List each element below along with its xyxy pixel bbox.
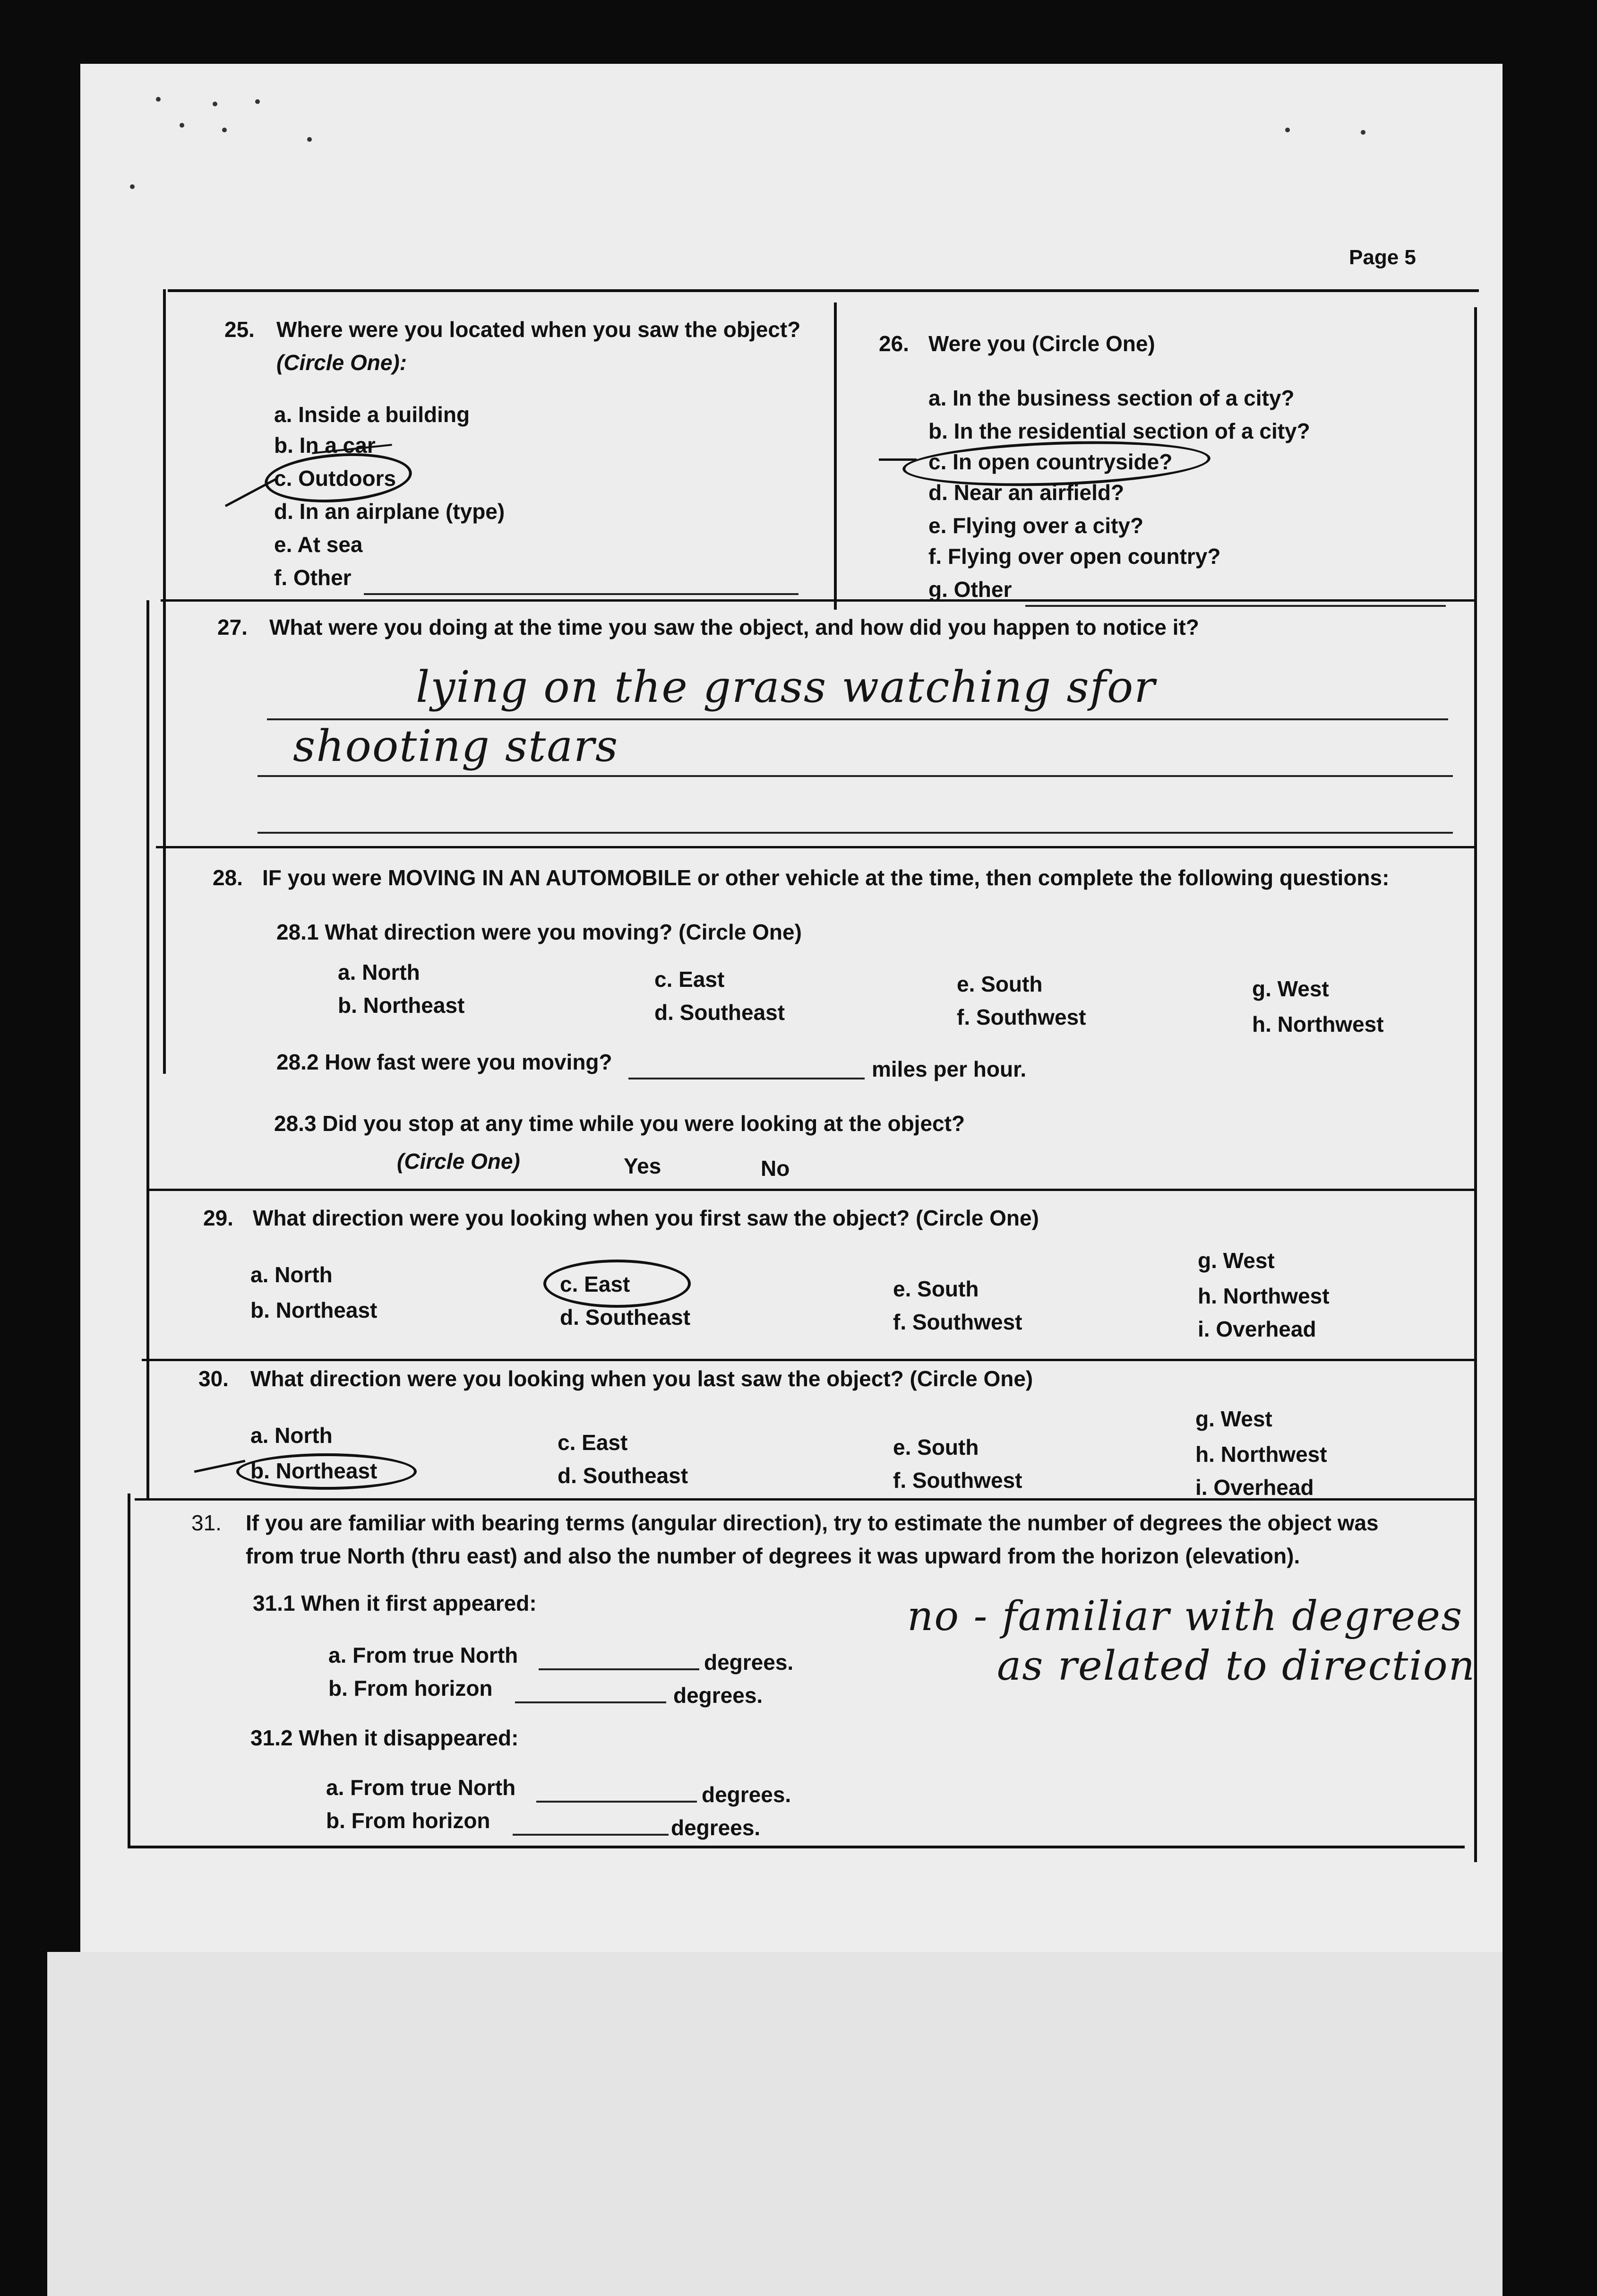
q27-handwritten-answer-2: shooting stars	[293, 721, 619, 771]
q28-1-option-c: c. East	[654, 967, 725, 992]
q30-question: What direction were you looking when you last saw the object? (Circle One)	[250, 1366, 1033, 1391]
q30-option-d: d. Southeast	[558, 1463, 688, 1488]
frame-top	[168, 289, 1479, 292]
speckle	[156, 97, 161, 102]
q30-option-f: f. Southwest	[893, 1468, 1022, 1493]
q25-option-c: c. Outdoors	[274, 466, 396, 491]
q27-line-2	[258, 775, 1453, 777]
divider-q25-q26	[834, 302, 837, 610]
q29-option-h: h. Northwest	[1198, 1284, 1330, 1308]
q31-2-horizon-label: b. From horizon	[326, 1808, 490, 1833]
q26-circle-tail	[879, 458, 917, 461]
q31-1-horizon-degrees: degrees.	[673, 1683, 763, 1708]
q27-line-3	[258, 832, 1453, 834]
q31-2-north-line	[536, 1801, 697, 1803]
q28-2-suffix: miles per hour.	[872, 1057, 1027, 1081]
q28-1-label: 28.1 What direction were you moving? (Circle One)	[276, 920, 802, 944]
q28-1-option-g: g. West	[1252, 976, 1329, 1001]
q28-3-label: 28.3 Did you stop at any time while you were looking at the object?	[274, 1111, 965, 1136]
frame-right	[1474, 307, 1477, 1862]
background-sheet	[47, 1952, 1503, 2296]
q31-2-north-degrees: degrees.	[702, 1782, 791, 1807]
q31-2-horizon-degrees: degrees.	[671, 1815, 761, 1840]
q25-option-e: e. At sea	[274, 532, 363, 557]
q27-question: What were you doing at the time you saw the object, and how did you happen to notice it?	[269, 615, 1199, 639]
speckle	[222, 128, 227, 132]
page-number: Page 5	[1349, 246, 1416, 269]
q31-number: 31.	[191, 1511, 222, 1535]
q29-number: 29.	[203, 1206, 233, 1230]
separator-28	[156, 846, 1474, 848]
q29-option-f: f. Southwest	[893, 1310, 1022, 1334]
q31-text-1: If you are familiar with bearing terms (angular direction), try to estimate the number of degrees the object was	[246, 1511, 1379, 1535]
q31-1-north-degrees: degrees.	[704, 1650, 794, 1675]
q27-handwritten-answer-1: lying on the grass watching sfor	[416, 662, 1156, 712]
q25-instruction: (Circle One):	[276, 350, 407, 375]
q26-option-b: b. In the residential section of a city?	[928, 419, 1310, 443]
speckle	[1285, 128, 1290, 132]
q26-option-d: d. Near an airfield?	[928, 480, 1125, 505]
q31-1-label: 31.1 When it first appeared:	[253, 1591, 537, 1615]
q31-1-horizon-label: b. From horizon	[328, 1676, 493, 1700]
frame-bottom	[128, 1846, 1465, 1848]
q30-number: 30.	[198, 1366, 229, 1391]
q26-number: 26.	[879, 331, 909, 356]
q28-1-option-e: e. South	[957, 972, 1043, 996]
speckle	[130, 184, 135, 189]
q31-1-north-label: a. From true North	[328, 1643, 518, 1667]
speckle	[1361, 130, 1365, 135]
q30-option-h: h. Northwest	[1195, 1442, 1327, 1467]
q29-option-d: d. Southeast	[560, 1305, 691, 1329]
q30-option-b: b. Northeast	[250, 1459, 378, 1483]
q28-number: 28.	[213, 865, 243, 890]
separator-30	[142, 1359, 1474, 1361]
q27-number: 27.	[217, 615, 248, 639]
q29-option-c: c. East	[560, 1272, 630, 1296]
q30-option-g: g. West	[1195, 1407, 1272, 1431]
q26-option-g: g. Other	[928, 577, 1012, 602]
q26-option-e: e. Flying over a city?	[928, 513, 1144, 538]
q30-answer-circle	[236, 1453, 417, 1490]
q28-question: IF you were MOVING IN AN AUTOMOBILE or other vehicle at the time, then complete the following questions:	[262, 865, 1390, 890]
q28-1-option-d: d. Southeast	[654, 1000, 785, 1025]
q26-option-c: c. In open countryside?	[928, 449, 1173, 474]
q30-option-c: c. East	[558, 1430, 628, 1455]
q28-1-option-h: h. Northwest	[1252, 1012, 1384, 1036]
q30-option-i: i. Overhead	[1195, 1475, 1314, 1500]
q27-line-1	[267, 718, 1448, 720]
q31-1-north-line	[539, 1668, 699, 1670]
q28-2-line	[628, 1078, 865, 1079]
q31-2-label: 31.2 When it disappeared:	[250, 1726, 519, 1750]
q31-text-2: from true North (thru east) and also the number of degrees it was upward from the horizon (elevation).	[246, 1544, 1300, 1568]
q28-1-option-f: f. Southwest	[957, 1005, 1086, 1029]
q31-1-horizon-line	[515, 1701, 666, 1703]
frame-left-lower	[128, 1493, 130, 1848]
q29-answer-circle	[543, 1260, 691, 1308]
q28-3-instruction: (Circle One)	[397, 1149, 520, 1174]
q26-other-line	[1025, 605, 1446, 607]
speckle	[307, 137, 312, 142]
q28-1-option-a: a. North	[338, 960, 420, 984]
q25-number: 25.	[224, 317, 255, 342]
q28-3-no: No	[761, 1156, 790, 1181]
speckle	[255, 99, 260, 104]
separator-27	[161, 599, 1477, 602]
speckle	[180, 123, 184, 128]
q26-option-f: f. Flying over open country?	[928, 544, 1221, 569]
q30-option-e: e. South	[893, 1435, 979, 1459]
q30-option-a: a. North	[250, 1423, 333, 1448]
q26-question: Were you (Circle One)	[928, 331, 1155, 356]
q31-2-horizon-line	[513, 1834, 669, 1836]
q25-option-d: d. In an airplane (type)	[274, 499, 505, 524]
q25-question: Where were you located when you saw the object?	[276, 317, 801, 342]
q28-3-yes: Yes	[624, 1154, 661, 1178]
q25-option-a: a. Inside a building	[274, 402, 470, 427]
frame-left-mid	[146, 600, 149, 1498]
q29-question: What direction were you looking when you first saw the object? (Circle One)	[253, 1206, 1039, 1230]
q29-option-b: b. Northeast	[250, 1298, 378, 1322]
q29-option-i: i. Overhead	[1198, 1317, 1316, 1341]
q28-1-option-b: b. Northeast	[338, 993, 465, 1018]
speckle	[213, 102, 217, 106]
separator-29	[149, 1189, 1474, 1191]
q26-option-a: a. In the business section of a city?	[928, 386, 1295, 410]
q25-option-f: f. Other	[274, 565, 352, 590]
frame-left-upper	[163, 289, 166, 1074]
q25-option-b: b. In a car	[274, 433, 376, 457]
q29-option-a: a. North	[250, 1262, 333, 1287]
q31-handwritten-note-1: no - familiar with degrees	[907, 1593, 1463, 1640]
q25-other-line	[364, 593, 798, 595]
q28-2-label: 28.2 How fast were you moving?	[276, 1050, 612, 1074]
q31-2-north-label: a. From true North	[326, 1775, 516, 1800]
q29-option-g: g. West	[1198, 1248, 1275, 1273]
q31-handwritten-note-2: as related to direction	[997, 1642, 1476, 1690]
q29-option-e: e. South	[893, 1277, 979, 1301]
